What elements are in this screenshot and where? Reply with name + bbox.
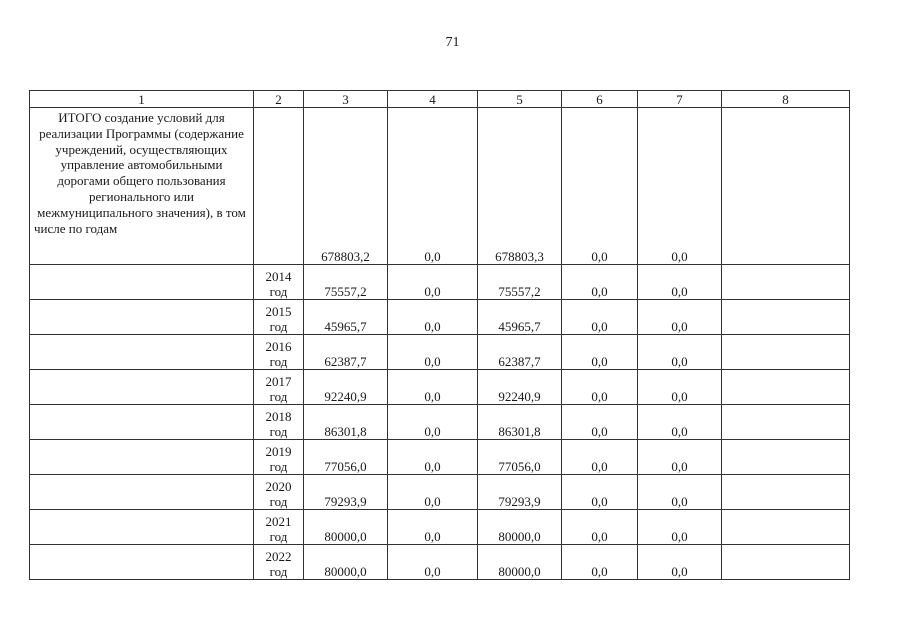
year-col8 bbox=[722, 475, 850, 510]
year-col4: 0,0 bbox=[388, 300, 478, 335]
year-unit: год bbox=[269, 529, 288, 544]
year-row bbox=[30, 440, 850, 475]
year-value: 2021 bbox=[265, 514, 292, 529]
year-row bbox=[30, 335, 850, 370]
year-col5: 62387,7 bbox=[478, 335, 562, 370]
year-col4: 0,0 bbox=[388, 440, 478, 475]
year-col6: 0,0 bbox=[562, 440, 638, 475]
year-value: 2019 bbox=[265, 444, 292, 459]
year-col6: 0,0 bbox=[562, 510, 638, 545]
column-header: 4 bbox=[388, 91, 478, 108]
year-cell bbox=[254, 510, 304, 545]
year-unit: год bbox=[269, 424, 288, 439]
year-col4: 0,0 bbox=[388, 510, 478, 545]
budget-table bbox=[29, 90, 850, 580]
year-row-description bbox=[30, 405, 254, 440]
year-col5: 79293,9 bbox=[478, 475, 562, 510]
year-col5: 77056,0 bbox=[478, 440, 562, 475]
year-col7: 0,0 bbox=[638, 545, 722, 580]
year-row bbox=[30, 370, 850, 405]
year-col7: 0,0 bbox=[638, 335, 722, 370]
year-col8 bbox=[722, 510, 850, 545]
year-col3: 79293,9 bbox=[304, 475, 388, 510]
year-row bbox=[30, 405, 850, 440]
year-col4: 0,0 bbox=[388, 405, 478, 440]
year-col7: 0,0 bbox=[638, 405, 722, 440]
total-col7: 0,0 bbox=[638, 108, 722, 265]
year-col4: 0,0 bbox=[388, 265, 478, 300]
year-unit: год bbox=[269, 494, 288, 509]
year-col3: 92240,9 bbox=[304, 370, 388, 405]
year-col3: 86301,8 bbox=[304, 405, 388, 440]
year-value: 2015 bbox=[265, 304, 292, 319]
year-col6: 0,0 bbox=[562, 405, 638, 440]
total-description: ИТОГО создание условий для реализации Программы (содержание учреждений, осуществляющих управление автомобильными дорогами общего пользования регионального или межмуниципального значения), в том числе по годам bbox=[30, 108, 254, 265]
year-col3: 80000,0 bbox=[304, 510, 388, 545]
total-col4: 0,0 bbox=[388, 108, 478, 265]
year-row-description bbox=[30, 335, 254, 370]
year-col3: 45965,7 bbox=[304, 300, 388, 335]
total-col8 bbox=[722, 108, 850, 265]
year-unit: год bbox=[269, 389, 288, 404]
year-value: 2020 bbox=[265, 479, 292, 494]
year-col7: 0,0 bbox=[638, 475, 722, 510]
year-col5: 80000,0 bbox=[478, 545, 562, 580]
year-cell bbox=[254, 265, 304, 300]
year-col7: 0,0 bbox=[638, 440, 722, 475]
year-col5: 45965,7 bbox=[478, 300, 562, 335]
year-row-description bbox=[30, 475, 254, 510]
year-col5: 80000,0 bbox=[478, 510, 562, 545]
year-col3: 77056,0 bbox=[304, 440, 388, 475]
year-cell bbox=[254, 335, 304, 370]
year-cell bbox=[254, 545, 304, 580]
year-col8 bbox=[722, 265, 850, 300]
year-row bbox=[30, 510, 850, 545]
year-col3: 75557,2 bbox=[304, 265, 388, 300]
year-col5: 86301,8 bbox=[478, 405, 562, 440]
year-cell bbox=[254, 300, 304, 335]
column-header: 8 bbox=[722, 91, 850, 108]
year-col4: 0,0 bbox=[388, 335, 478, 370]
year-col4: 0,0 bbox=[388, 545, 478, 580]
year-row bbox=[30, 300, 850, 335]
year-col4: 0,0 bbox=[388, 370, 478, 405]
year-row-description bbox=[30, 545, 254, 580]
year-cell bbox=[254, 475, 304, 510]
year-col7: 0,0 bbox=[638, 300, 722, 335]
year-row-description bbox=[30, 510, 254, 545]
year-cell bbox=[254, 405, 304, 440]
year-row-description bbox=[30, 440, 254, 475]
year-col8 bbox=[722, 405, 850, 440]
year-col8 bbox=[722, 545, 850, 580]
year-unit: год bbox=[269, 564, 288, 579]
year-col6: 0,0 bbox=[562, 370, 638, 405]
year-col7: 0,0 bbox=[638, 510, 722, 545]
page-number: 71 bbox=[445, 35, 460, 50]
total-col6: 0,0 bbox=[562, 108, 638, 265]
year-unit: год bbox=[269, 354, 288, 369]
total-row bbox=[30, 108, 850, 265]
year-col3: 62387,7 bbox=[304, 335, 388, 370]
column-header: 1 bbox=[30, 91, 254, 108]
column-header: 5 bbox=[478, 91, 562, 108]
year-col3: 80000,0 bbox=[304, 545, 388, 580]
year-row-description bbox=[30, 265, 254, 300]
year-col7: 0,0 bbox=[638, 265, 722, 300]
column-header: 6 bbox=[562, 91, 638, 108]
year-unit: год bbox=[269, 459, 288, 474]
year-value: 2018 bbox=[265, 409, 292, 424]
year-row-description bbox=[30, 300, 254, 335]
year-col5: 92240,9 bbox=[478, 370, 562, 405]
year-col7: 0,0 bbox=[638, 370, 722, 405]
year-value: 2016 bbox=[265, 339, 292, 354]
year-row bbox=[30, 545, 850, 580]
year-cell bbox=[254, 440, 304, 475]
year-cell bbox=[254, 370, 304, 405]
year-col6: 0,0 bbox=[562, 265, 638, 300]
year-col6: 0,0 bbox=[562, 335, 638, 370]
year-col4: 0,0 bbox=[388, 475, 478, 510]
year-row bbox=[30, 265, 850, 300]
year-col6: 0,0 bbox=[562, 545, 638, 580]
year-col6: 0,0 bbox=[562, 475, 638, 510]
year-value: 2017 bbox=[265, 374, 292, 389]
column-header: 2 bbox=[254, 91, 304, 108]
year-col8 bbox=[722, 370, 850, 405]
header-row bbox=[30, 91, 850, 108]
year-col8 bbox=[722, 440, 850, 475]
year-col6: 0,0 bbox=[562, 300, 638, 335]
year-row-description bbox=[30, 370, 254, 405]
total-col3: 678803,2 bbox=[304, 108, 388, 265]
column-header: 7 bbox=[638, 91, 722, 108]
year-row bbox=[30, 475, 850, 510]
year-value: 2022 bbox=[265, 549, 292, 564]
column-header: 3 bbox=[304, 91, 388, 108]
year-col5: 75557,2 bbox=[478, 265, 562, 300]
year-unit: год bbox=[269, 319, 288, 334]
total-col2 bbox=[254, 108, 304, 265]
year-col8 bbox=[722, 300, 850, 335]
total-col5: 678803,3 bbox=[478, 108, 562, 265]
year-value: 2014 bbox=[265, 269, 292, 284]
year-unit: год bbox=[269, 284, 288, 299]
year-col8 bbox=[722, 335, 850, 370]
